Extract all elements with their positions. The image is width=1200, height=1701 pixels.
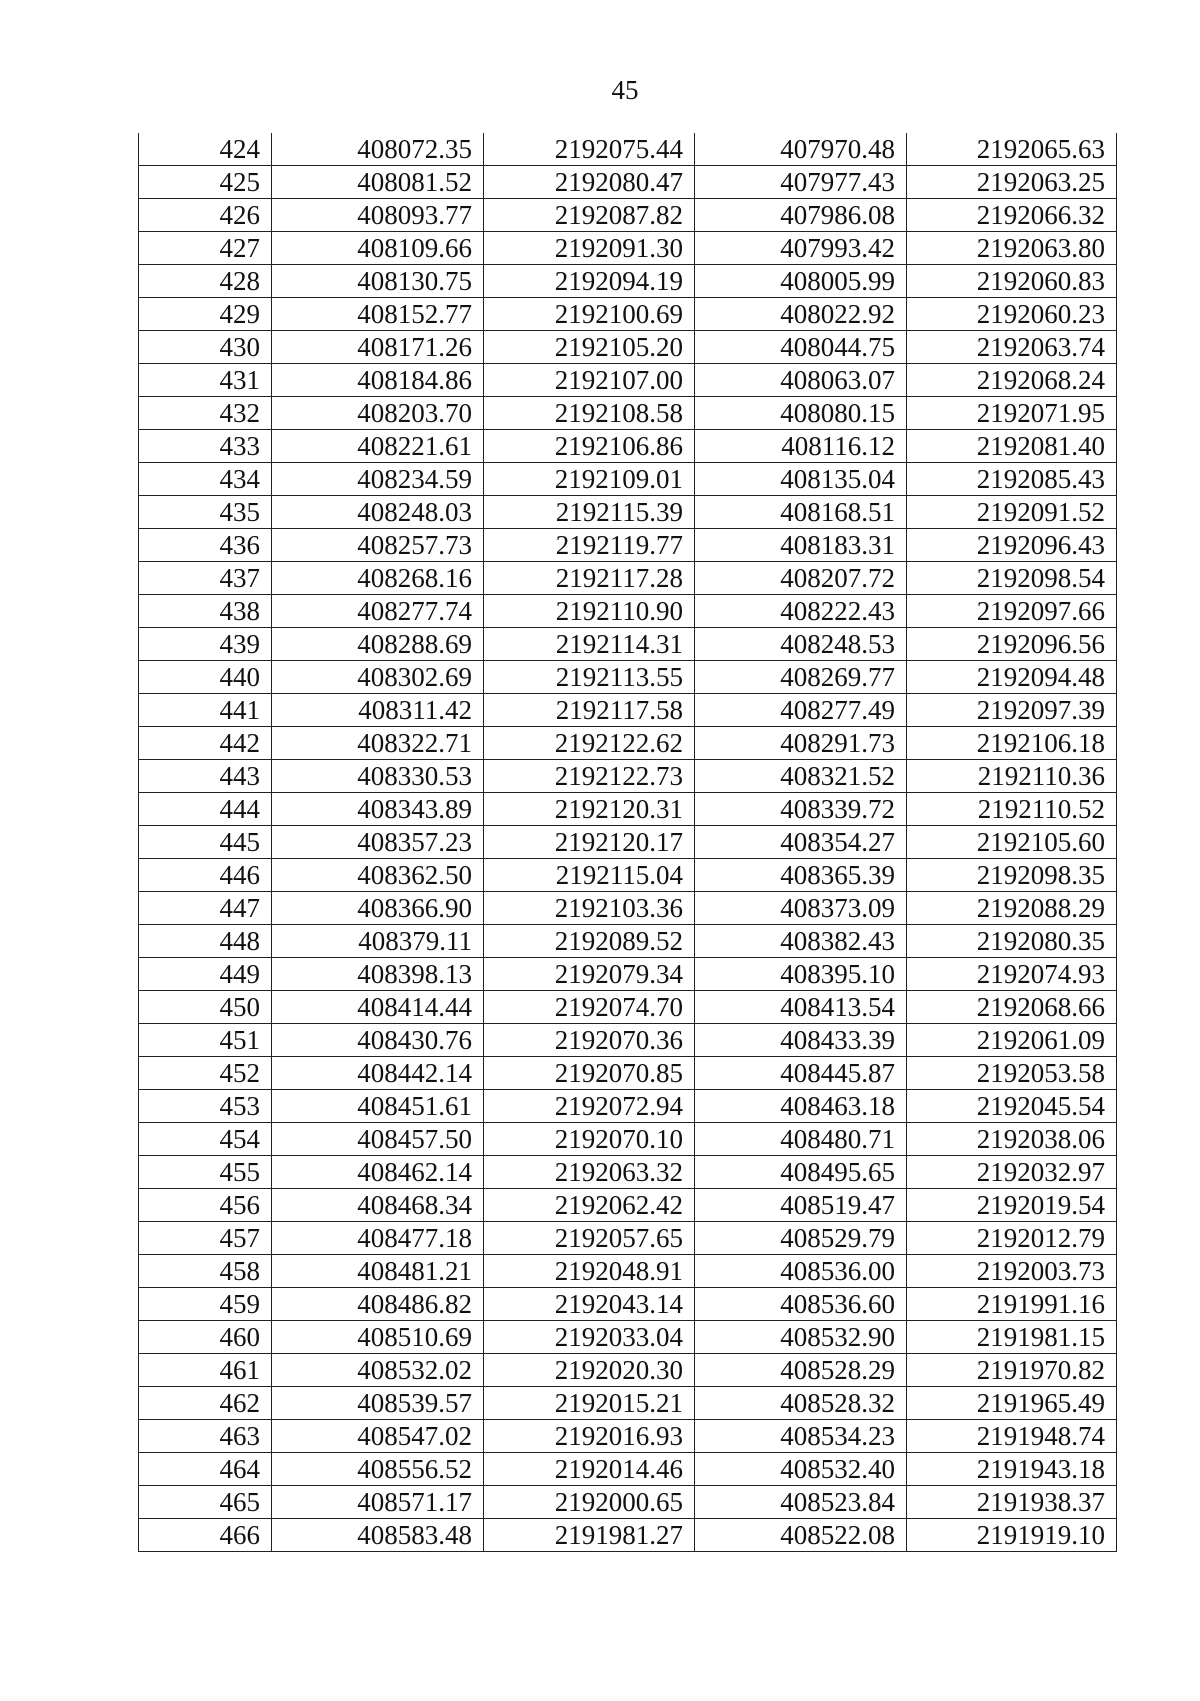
x2-coordinate-cell: 408522.08 [695,1519,907,1552]
point-number-cell: 451 [139,1024,272,1057]
x-coordinate-cell: 408343.89 [272,793,484,826]
table-row [139,661,1117,694]
table-row [139,925,1117,958]
point-number-cell: 447 [139,892,272,925]
point-number-cell: 452 [139,1057,272,1090]
y-coordinate-cell: 2192094.19 [484,265,695,298]
y2-coordinate-cell: 2192063.25 [907,166,1117,199]
x2-coordinate-cell: 408005.99 [695,265,907,298]
point-number-cell: 436 [139,529,272,562]
y-coordinate-cell: 2192033.04 [484,1321,695,1354]
y-coordinate-cell: 2192115.39 [484,496,695,529]
x2-coordinate-cell: 408536.60 [695,1288,907,1321]
table-row [139,793,1117,826]
x-coordinate-cell: 408322.71 [272,727,484,760]
x-coordinate-cell: 408081.52 [272,166,484,199]
x-coordinate-cell: 408357.23 [272,826,484,859]
y-coordinate-cell: 2192110.90 [484,595,695,628]
table-row [139,1354,1117,1387]
y-coordinate-cell: 2192043.14 [484,1288,695,1321]
point-number-cell: 437 [139,562,272,595]
x2-coordinate-cell: 408519.47 [695,1189,907,1222]
y-coordinate-cell: 2192072.94 [484,1090,695,1123]
x-coordinate-cell: 408130.75 [272,265,484,298]
point-number-cell: 465 [139,1486,272,1519]
y2-coordinate-cell: 2192094.48 [907,661,1117,694]
x2-coordinate-cell: 408022.92 [695,298,907,331]
x2-coordinate-cell: 408277.49 [695,694,907,727]
y-coordinate-cell: 2192108.58 [484,397,695,430]
coordinate-table-body [139,133,1117,1552]
point-number-cell: 455 [139,1156,272,1189]
x2-coordinate-cell: 408339.72 [695,793,907,826]
x-coordinate-cell: 408477.18 [272,1222,484,1255]
y2-coordinate-cell: 2192097.66 [907,595,1117,628]
x-coordinate-cell: 408583.48 [272,1519,484,1552]
y2-coordinate-cell: 2191991.16 [907,1288,1117,1321]
x-coordinate-cell: 408462.14 [272,1156,484,1189]
y2-coordinate-cell: 2191970.82 [907,1354,1117,1387]
point-number-cell: 431 [139,364,272,397]
y2-coordinate-cell: 2192074.93 [907,958,1117,991]
y2-coordinate-cell: 2192098.54 [907,562,1117,595]
x2-coordinate-cell: 408248.53 [695,628,907,661]
table-row [139,232,1117,265]
table-row [139,1189,1117,1222]
x-coordinate-cell: 408398.13 [272,958,484,991]
y-coordinate-cell: 2192020.30 [484,1354,695,1387]
x2-coordinate-cell: 408080.15 [695,397,907,430]
point-number-cell: 462 [139,1387,272,1420]
table-row [139,265,1117,298]
table-row [139,1486,1117,1519]
x-coordinate-cell: 408486.82 [272,1288,484,1321]
y-coordinate-cell: 2192113.55 [484,661,695,694]
y2-coordinate-cell: 2191943.18 [907,1453,1117,1486]
y2-coordinate-cell: 2192032.97 [907,1156,1117,1189]
x-coordinate-cell: 408277.74 [272,595,484,628]
y-coordinate-cell: 2192079.34 [484,958,695,991]
x2-coordinate-cell: 408321.52 [695,760,907,793]
x-coordinate-cell: 408379.11 [272,925,484,958]
x-coordinate-cell: 408330.53 [272,760,484,793]
y-coordinate-cell: 2192075.44 [484,133,695,166]
point-number-cell: 456 [139,1189,272,1222]
point-number-cell: 434 [139,463,272,496]
x-coordinate-cell: 408302.69 [272,661,484,694]
x2-coordinate-cell: 408495.65 [695,1156,907,1189]
y-coordinate-cell: 2192106.86 [484,430,695,463]
x2-coordinate-cell: 408183.31 [695,529,907,562]
x2-coordinate-cell: 408373.09 [695,892,907,925]
point-number-cell: 426 [139,199,272,232]
table-row [139,1387,1117,1420]
table-row [139,1156,1117,1189]
point-number-cell: 442 [139,727,272,760]
point-number-cell: 460 [139,1321,272,1354]
table-row [139,1321,1117,1354]
point-number-cell: 444 [139,793,272,826]
table-row [139,694,1117,727]
table-row [139,727,1117,760]
x2-coordinate-cell: 408269.77 [695,661,907,694]
y2-coordinate-cell: 2192096.43 [907,529,1117,562]
x2-coordinate-cell: 408528.29 [695,1354,907,1387]
point-number-cell: 459 [139,1288,272,1321]
y2-coordinate-cell: 2191919.10 [907,1519,1117,1552]
table-row [139,430,1117,463]
x-coordinate-cell: 408366.90 [272,892,484,925]
x-coordinate-cell: 408481.21 [272,1255,484,1288]
table-row [139,1024,1117,1057]
x2-coordinate-cell: 408382.43 [695,925,907,958]
x-coordinate-cell: 408414.44 [272,991,484,1024]
table-row [139,1123,1117,1156]
table-row [139,595,1117,628]
y2-coordinate-cell: 2192053.58 [907,1057,1117,1090]
point-number-cell: 463 [139,1420,272,1453]
y-coordinate-cell: 2192109.01 [484,463,695,496]
y2-coordinate-cell: 2192061.09 [907,1024,1117,1057]
table-row [139,1222,1117,1255]
y-coordinate-cell: 2192063.32 [484,1156,695,1189]
x-coordinate-cell: 408430.76 [272,1024,484,1057]
x-coordinate-cell: 408442.14 [272,1057,484,1090]
x2-coordinate-cell: 407977.43 [695,166,907,199]
table-row [139,364,1117,397]
x2-coordinate-cell: 408523.84 [695,1486,907,1519]
y2-coordinate-cell: 2192081.40 [907,430,1117,463]
table-row [139,1288,1117,1321]
point-number-cell: 449 [139,958,272,991]
table-row [139,1090,1117,1123]
table-row [139,628,1117,661]
y2-coordinate-cell: 2192019.54 [907,1189,1117,1222]
x-coordinate-cell: 408288.69 [272,628,484,661]
y2-coordinate-cell: 2192097.39 [907,694,1117,727]
y-coordinate-cell: 2192114.31 [484,628,695,661]
point-number-cell: 427 [139,232,272,265]
table-row [139,859,1117,892]
y-coordinate-cell: 2192117.58 [484,694,695,727]
y2-coordinate-cell: 2192068.24 [907,364,1117,397]
x2-coordinate-cell: 408413.54 [695,991,907,1024]
x2-coordinate-cell: 408480.71 [695,1123,907,1156]
x-coordinate-cell: 408547.02 [272,1420,484,1453]
x-coordinate-cell: 408109.66 [272,232,484,265]
x2-coordinate-cell: 408463.18 [695,1090,907,1123]
y-coordinate-cell: 2192105.20 [484,331,695,364]
y-coordinate-cell: 2192070.36 [484,1024,695,1057]
x2-coordinate-cell: 408354.27 [695,826,907,859]
y2-coordinate-cell: 2192060.23 [907,298,1117,331]
point-number-cell: 435 [139,496,272,529]
point-number-cell: 429 [139,298,272,331]
point-number-cell: 446 [139,859,272,892]
y2-coordinate-cell: 2191965.49 [907,1387,1117,1420]
y2-coordinate-cell: 2192106.18 [907,727,1117,760]
x-coordinate-cell: 408203.70 [272,397,484,430]
x-coordinate-cell: 408234.59 [272,463,484,496]
x2-coordinate-cell: 408532.40 [695,1453,907,1486]
x2-coordinate-cell: 407986.08 [695,199,907,232]
y-coordinate-cell: 2192080.47 [484,166,695,199]
x-coordinate-cell: 408468.34 [272,1189,484,1222]
y-coordinate-cell: 2192100.69 [484,298,695,331]
x2-coordinate-cell: 407970.48 [695,133,907,166]
y2-coordinate-cell: 2192096.56 [907,628,1117,661]
x-coordinate-cell: 408072.35 [272,133,484,166]
x-coordinate-cell: 408510.69 [272,1321,484,1354]
x-coordinate-cell: 408311.42 [272,694,484,727]
x-coordinate-cell: 408556.52 [272,1453,484,1486]
y2-coordinate-cell: 2192098.35 [907,859,1117,892]
x-coordinate-cell: 408221.61 [272,430,484,463]
point-number-cell: 425 [139,166,272,199]
table-row [139,958,1117,991]
y-coordinate-cell: 2192014.46 [484,1453,695,1486]
y-coordinate-cell: 2192117.28 [484,562,695,595]
y2-coordinate-cell: 2192091.52 [907,496,1117,529]
page-number: 45 [611,75,639,105]
y2-coordinate-cell: 2192088.29 [907,892,1117,925]
table-row [139,1420,1117,1453]
y-coordinate-cell: 2192048.91 [484,1255,695,1288]
y-coordinate-cell: 2192091.30 [484,232,695,265]
y-coordinate-cell: 2192089.52 [484,925,695,958]
x2-coordinate-cell: 408433.39 [695,1024,907,1057]
table-row [139,331,1117,364]
x2-coordinate-cell: 407993.42 [695,232,907,265]
table-row [139,991,1117,1024]
x2-coordinate-cell: 408063.07 [695,364,907,397]
x-coordinate-cell: 408171.26 [272,331,484,364]
table-row [139,496,1117,529]
y2-coordinate-cell: 2191981.15 [907,1321,1117,1354]
point-number-cell: 438 [139,595,272,628]
y-coordinate-cell: 2192122.73 [484,760,695,793]
coordinate-table [138,133,1117,1552]
point-number-cell: 439 [139,628,272,661]
table-row [139,1255,1117,1288]
table-row [139,133,1117,166]
x2-coordinate-cell: 408044.75 [695,331,907,364]
y-coordinate-cell: 2192074.70 [484,991,695,1024]
point-number-cell: 461 [139,1354,272,1387]
y-coordinate-cell: 2191981.27 [484,1519,695,1552]
table-row [139,892,1117,925]
point-number-cell: 433 [139,430,272,463]
table-row [139,529,1117,562]
point-number-cell: 454 [139,1123,272,1156]
y-coordinate-cell: 2192122.62 [484,727,695,760]
point-number-cell: 457 [139,1222,272,1255]
y2-coordinate-cell: 2192068.66 [907,991,1117,1024]
table-row [139,166,1117,199]
x2-coordinate-cell: 408445.87 [695,1057,907,1090]
y-coordinate-cell: 2192107.00 [484,364,695,397]
y2-coordinate-cell: 2192080.35 [907,925,1117,958]
x2-coordinate-cell: 408528.32 [695,1387,907,1420]
y-coordinate-cell: 2192120.17 [484,826,695,859]
table-row [139,1057,1117,1090]
point-number-cell: 430 [139,331,272,364]
x2-coordinate-cell: 408395.10 [695,958,907,991]
point-number-cell: 440 [139,661,272,694]
x-coordinate-cell: 408532.02 [272,1354,484,1387]
point-number-cell: 450 [139,991,272,1024]
y2-coordinate-cell: 2192110.36 [907,760,1117,793]
y2-coordinate-cell: 2192012.79 [907,1222,1117,1255]
y2-coordinate-cell: 2192038.06 [907,1123,1117,1156]
x2-coordinate-cell: 408291.73 [695,727,907,760]
x2-coordinate-cell: 408365.39 [695,859,907,892]
point-number-cell: 424 [139,133,272,166]
y2-coordinate-cell: 2192105.60 [907,826,1117,859]
y2-coordinate-cell: 2192071.95 [907,397,1117,430]
table-row [139,199,1117,232]
point-number-cell: 448 [139,925,272,958]
x2-coordinate-cell: 408529.79 [695,1222,907,1255]
table-row [139,826,1117,859]
y2-coordinate-cell: 2192066.32 [907,199,1117,232]
x-coordinate-cell: 408451.61 [272,1090,484,1123]
y-coordinate-cell: 2192120.31 [484,793,695,826]
point-number-cell: 453 [139,1090,272,1123]
point-number-cell: 466 [139,1519,272,1552]
table-row [139,397,1117,430]
x2-coordinate-cell: 408534.23 [695,1420,907,1453]
point-number-cell: 432 [139,397,272,430]
table-row [139,760,1117,793]
y2-coordinate-cell: 2192110.52 [907,793,1117,826]
point-number-cell: 464 [139,1453,272,1486]
point-number-cell: 443 [139,760,272,793]
x-coordinate-cell: 408539.57 [272,1387,484,1420]
y-coordinate-cell: 2192062.42 [484,1189,695,1222]
table-row [139,298,1117,331]
y-coordinate-cell: 2192000.65 [484,1486,695,1519]
y-coordinate-cell: 2192057.65 [484,1222,695,1255]
x-coordinate-cell: 408248.03 [272,496,484,529]
x-coordinate-cell: 408152.77 [272,298,484,331]
x2-coordinate-cell: 408168.51 [695,496,907,529]
point-number-cell: 458 [139,1255,272,1288]
y-coordinate-cell: 2192103.36 [484,892,695,925]
y2-coordinate-cell: 2192003.73 [907,1255,1117,1288]
y2-coordinate-cell: 2192045.54 [907,1090,1117,1123]
table-row [139,1453,1117,1486]
y-coordinate-cell: 2192015.21 [484,1387,695,1420]
x-coordinate-cell: 408457.50 [272,1123,484,1156]
y-coordinate-cell: 2192119.77 [484,529,695,562]
y-coordinate-cell: 2192070.10 [484,1123,695,1156]
x-coordinate-cell: 408362.50 [272,859,484,892]
y2-coordinate-cell: 2191948.74 [907,1420,1117,1453]
y2-coordinate-cell: 2192063.74 [907,331,1117,364]
x2-coordinate-cell: 408207.72 [695,562,907,595]
x-coordinate-cell: 408257.73 [272,529,484,562]
y2-coordinate-cell: 2192085.43 [907,463,1117,496]
x2-coordinate-cell: 408116.12 [695,430,907,463]
x2-coordinate-cell: 408536.00 [695,1255,907,1288]
x-coordinate-cell: 408571.17 [272,1486,484,1519]
y2-coordinate-cell: 2191938.37 [907,1486,1117,1519]
point-number-cell: 441 [139,694,272,727]
point-number-cell: 445 [139,826,272,859]
y2-coordinate-cell: 2192063.80 [907,232,1117,265]
y2-coordinate-cell: 2192065.63 [907,133,1117,166]
y2-coordinate-cell: 2192060.83 [907,265,1117,298]
x-coordinate-cell: 408093.77 [272,199,484,232]
x2-coordinate-cell: 408222.43 [695,595,907,628]
table-row [139,1519,1117,1552]
y-coordinate-cell: 2192115.04 [484,859,695,892]
point-number-cell: 428 [139,265,272,298]
table-row [139,562,1117,595]
y-coordinate-cell: 2192070.85 [484,1057,695,1090]
y-coordinate-cell: 2192016.93 [484,1420,695,1453]
x-coordinate-cell: 408184.86 [272,364,484,397]
y-coordinate-cell: 2192087.82 [484,199,695,232]
x-coordinate-cell: 408268.16 [272,562,484,595]
table-row [139,463,1117,496]
x2-coordinate-cell: 408135.04 [695,463,907,496]
x2-coordinate-cell: 408532.90 [695,1321,907,1354]
